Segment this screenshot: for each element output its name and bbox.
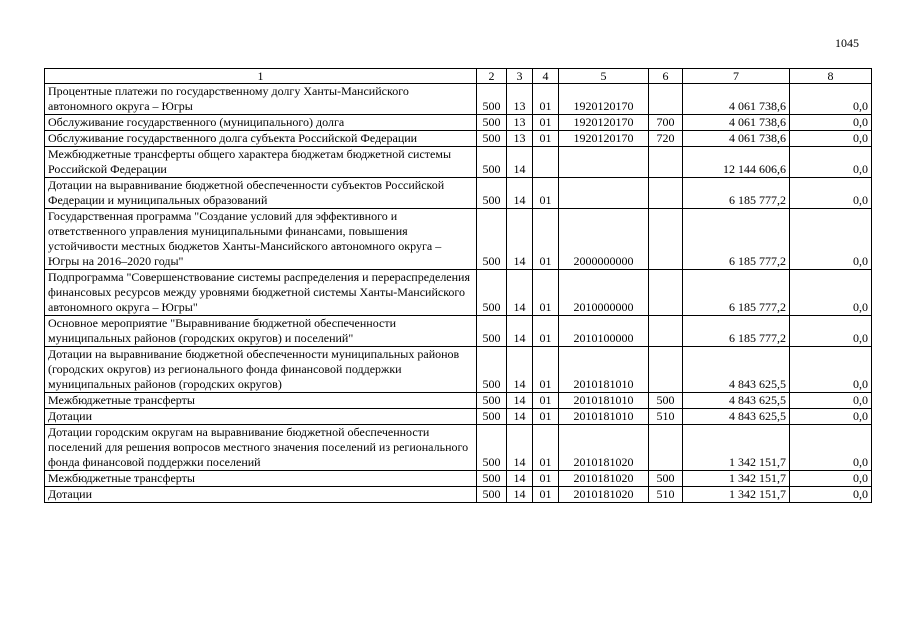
cell-subsection-code: 01 bbox=[533, 393, 559, 409]
table-row bbox=[45, 425, 872, 471]
table-row bbox=[45, 270, 872, 316]
table-row bbox=[45, 115, 872, 131]
cell-expense-type bbox=[649, 316, 683, 347]
cell-amount-2: 0,0 bbox=[790, 393, 872, 409]
column-header: 1 bbox=[45, 69, 477, 84]
table-row bbox=[45, 487, 872, 503]
table-row bbox=[45, 178, 872, 209]
row-name-cell: Межбюджетные трансферты общего характера бюджетам бюджетной системы Российской Федерации bbox=[45, 147, 477, 178]
cell-target-code: 2010181020 bbox=[559, 487, 649, 503]
cell-ministry-code: 500 bbox=[477, 84, 507, 115]
cell-amount: 4 061 738,6 bbox=[683, 131, 790, 147]
cell-amount: 1 342 151,7 bbox=[683, 425, 790, 471]
cell-subsection-code: 01 bbox=[533, 115, 559, 131]
column-header: 6 bbox=[649, 69, 683, 84]
cell-expense-type bbox=[649, 270, 683, 316]
cell-expense-type: 500 bbox=[649, 471, 683, 487]
cell-section-code: 14 bbox=[507, 347, 533, 393]
cell-ministry-code: 500 bbox=[477, 487, 507, 503]
column-header: 4 bbox=[533, 69, 559, 84]
cell-target-code: 2010100000 bbox=[559, 316, 649, 347]
cell-amount: 1 342 151,7 bbox=[683, 487, 790, 503]
cell-amount: 6 185 777,2 bbox=[683, 209, 790, 270]
cell-target-code: 2000000000 bbox=[559, 209, 649, 270]
cell-expense-type bbox=[649, 178, 683, 209]
cell-amount-2: 0,0 bbox=[790, 347, 872, 393]
cell-subsection-code: 01 bbox=[533, 270, 559, 316]
table-row bbox=[45, 147, 872, 178]
cell-amount-2: 0,0 bbox=[790, 115, 872, 131]
cell-amount: 6 185 777,2 bbox=[683, 316, 790, 347]
table-row bbox=[45, 84, 872, 115]
table-row bbox=[45, 131, 872, 147]
cell-expense-type bbox=[649, 84, 683, 115]
row-name-cell: Основное мероприятие "Выравнивание бюджетной обеспеченности муниципальных районов (городских округов) и поселений" bbox=[45, 316, 477, 347]
table-row bbox=[45, 347, 872, 393]
row-name-cell: Межбюджетные трансферты bbox=[45, 471, 477, 487]
cell-amount: 4 843 625,5 bbox=[683, 393, 790, 409]
cell-amount-2: 0,0 bbox=[790, 471, 872, 487]
cell-section-code: 14 bbox=[507, 316, 533, 347]
cell-ministry-code: 500 bbox=[477, 347, 507, 393]
row-name-cell: Обслуживание государственного долга субъекта Российской Федерации bbox=[45, 131, 477, 147]
cell-section-code: 14 bbox=[507, 471, 533, 487]
header-row bbox=[45, 69, 872, 84]
cell-subsection-code: 01 bbox=[533, 84, 559, 115]
column-header: 5 bbox=[559, 69, 649, 84]
row-name-cell: Дотации городским округам на выравнивание бюджетной обеспеченности поселений для решения вопросов местного значения поселений из регионального фонда финансовой поддержки поселений bbox=[45, 425, 477, 471]
cell-ministry-code: 500 bbox=[477, 409, 507, 425]
cell-target-code bbox=[559, 147, 649, 178]
cell-amount-2: 0,0 bbox=[790, 316, 872, 347]
cell-target-code: 2010181010 bbox=[559, 347, 649, 393]
cell-subsection-code: 01 bbox=[533, 209, 559, 270]
cell-subsection-code: 01 bbox=[533, 316, 559, 347]
cell-ministry-code: 500 bbox=[477, 471, 507, 487]
cell-subsection-code: 01 bbox=[533, 425, 559, 471]
cell-ministry-code: 500 bbox=[477, 147, 507, 178]
cell-amount: 4 061 738,6 bbox=[683, 115, 790, 131]
row-name-cell: Дотации на выравнивание бюджетной обеспеченности субъектов Российской Федерации и муниципальных образований bbox=[45, 178, 477, 209]
cell-section-code: 14 bbox=[507, 178, 533, 209]
cell-amount-2: 0,0 bbox=[790, 178, 872, 209]
table-row bbox=[45, 471, 872, 487]
cell-ministry-code: 500 bbox=[477, 393, 507, 409]
table-row bbox=[45, 316, 872, 347]
row-name-cell: Процентные платежи по государственному долгу Ханты-Мансийского автономного округа – Югры bbox=[45, 84, 477, 115]
cell-subsection-code: 01 bbox=[533, 347, 559, 393]
cell-expense-type: 500 bbox=[649, 393, 683, 409]
row-name-cell: Подпрограмма "Совершенствование системы распределения и перераспределения финансовых ресурсов между уровнями бюджетной системы Ханты-Мансийского автономного округа – Югры" bbox=[45, 270, 477, 316]
cell-amount: 4 061 738,6 bbox=[683, 84, 790, 115]
cell-section-code: 14 bbox=[507, 425, 533, 471]
cell-ministry-code: 500 bbox=[477, 115, 507, 131]
cell-ministry-code: 500 bbox=[477, 178, 507, 209]
cell-expense-type: 700 bbox=[649, 115, 683, 131]
page-number: 1045 bbox=[835, 36, 859, 50]
cell-amount-2: 0,0 bbox=[790, 487, 872, 503]
cell-target-code: 2010181020 bbox=[559, 425, 649, 471]
cell-ministry-code: 500 bbox=[477, 131, 507, 147]
cell-section-code: 14 bbox=[507, 393, 533, 409]
cell-amount: 4 843 625,5 bbox=[683, 409, 790, 425]
cell-amount-2: 0,0 bbox=[790, 131, 872, 147]
budget-table bbox=[44, 68, 872, 503]
cell-target-code: 2010181010 bbox=[559, 409, 649, 425]
cell-expense-type bbox=[649, 147, 683, 178]
cell-expense-type: 510 bbox=[649, 487, 683, 503]
cell-amount-2: 0,0 bbox=[790, 409, 872, 425]
cell-ministry-code: 500 bbox=[477, 425, 507, 471]
cell-subsection-code: 01 bbox=[533, 131, 559, 147]
row-name-cell: Дотации bbox=[45, 409, 477, 425]
cell-target-code: 1920120170 bbox=[559, 131, 649, 147]
cell-section-code: 13 bbox=[507, 84, 533, 115]
table-row bbox=[45, 409, 872, 425]
cell-ministry-code: 500 bbox=[477, 270, 507, 316]
column-header: 7 bbox=[683, 69, 790, 84]
cell-section-code: 14 bbox=[507, 147, 533, 178]
cell-target-code: 1920120170 bbox=[559, 84, 649, 115]
cell-amount-2: 0,0 bbox=[790, 147, 872, 178]
row-name-cell: Дотации на выравнивание бюджетной обеспеченности муниципальных районов (городских округов) из регионального фонда финансовой поддержки муниципальных районов (городских округов) bbox=[45, 347, 477, 393]
column-header: 2 bbox=[477, 69, 507, 84]
row-name-cell: Дотации bbox=[45, 487, 477, 503]
cell-section-code: 14 bbox=[507, 409, 533, 425]
row-name-cell: Государственная программа "Создание условий для эффективного и ответственного управления муниципальными финансами, повышения устойчивости местных бюджетов Ханты-Мансийского автономного округа – Югры на 2016–2020 годы" bbox=[45, 209, 477, 270]
cell-target-code: 2010181010 bbox=[559, 393, 649, 409]
cell-section-code: 13 bbox=[507, 115, 533, 131]
cell-expense-type: 720 bbox=[649, 131, 683, 147]
column-header: 8 bbox=[790, 69, 872, 84]
column-header: 3 bbox=[507, 69, 533, 84]
cell-expense-type bbox=[649, 425, 683, 471]
cell-target-code bbox=[559, 178, 649, 209]
cell-section-code: 13 bbox=[507, 131, 533, 147]
cell-expense-type bbox=[649, 347, 683, 393]
cell-expense-type: 510 bbox=[649, 409, 683, 425]
cell-target-code: 2010181020 bbox=[559, 471, 649, 487]
cell-amount-2: 0,0 bbox=[790, 425, 872, 471]
table-row bbox=[45, 393, 872, 409]
cell-subsection-code: 01 bbox=[533, 471, 559, 487]
table-row bbox=[45, 209, 872, 270]
cell-subsection-code: 01 bbox=[533, 409, 559, 425]
cell-amount: 1 342 151,7 bbox=[683, 471, 790, 487]
row-name-cell: Обслуживание государственного (муниципального) долга bbox=[45, 115, 477, 131]
cell-amount-2: 0,0 bbox=[790, 84, 872, 115]
cell-subsection-code bbox=[533, 147, 559, 178]
cell-amount: 6 185 777,2 bbox=[683, 270, 790, 316]
cell-ministry-code: 500 bbox=[477, 209, 507, 270]
cell-amount: 4 843 625,5 bbox=[683, 347, 790, 393]
cell-amount-2: 0,0 bbox=[790, 209, 872, 270]
cell-section-code: 14 bbox=[507, 209, 533, 270]
cell-target-code: 2010000000 bbox=[559, 270, 649, 316]
cell-section-code: 14 bbox=[507, 487, 533, 503]
cell-expense-type bbox=[649, 209, 683, 270]
cell-subsection-code: 01 bbox=[533, 487, 559, 503]
row-name-cell: Межбюджетные трансферты bbox=[45, 393, 477, 409]
cell-ministry-code: 500 bbox=[477, 316, 507, 347]
cell-target-code: 1920120170 bbox=[559, 115, 649, 131]
cell-amount: 12 144 606,6 bbox=[683, 147, 790, 178]
cell-subsection-code: 01 bbox=[533, 178, 559, 209]
cell-section-code: 14 bbox=[507, 270, 533, 316]
cell-amount: 6 185 777,2 bbox=[683, 178, 790, 209]
cell-amount-2: 0,0 bbox=[790, 270, 872, 316]
